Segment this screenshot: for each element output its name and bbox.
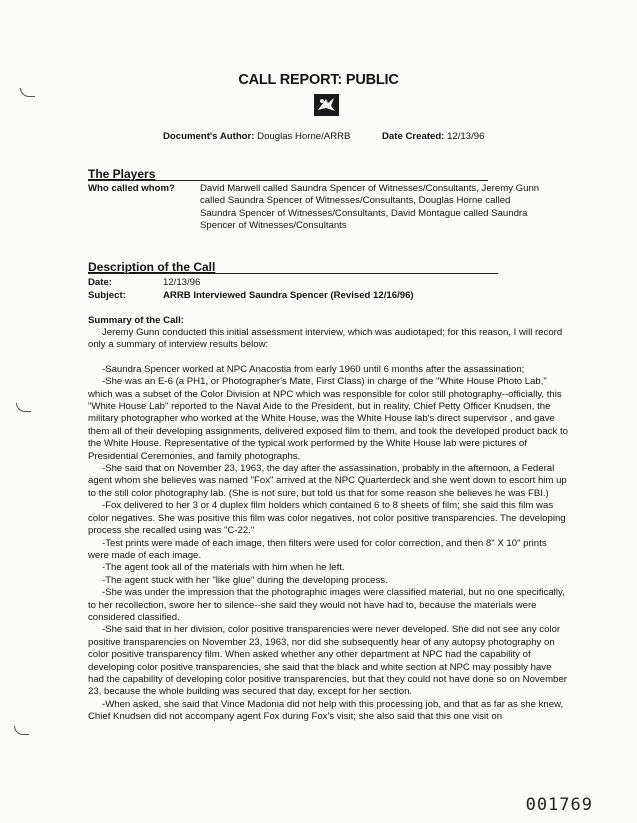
summary-paragraph: -The agent took all of the materials with him when he left. (102, 562, 345, 574)
summary-body (88, 327, 568, 724)
players-rule (88, 180, 488, 181)
margin-mark (16, 403, 31, 412)
date-created-label: Date Created: (382, 131, 445, 142)
description-heading: Description of the Call (88, 260, 216, 274)
page-title: CALL REPORT: PUBLIC (238, 72, 399, 88)
players-line: called Saundra Spencer of Witnesses/Consultants, Douglas Horne called (200, 195, 511, 207)
arrb-seal-icon (314, 94, 339, 116)
summary-paragraph: -She was an E-6 (a PH1, or Photographer's Mate, First Class) in charge of the "White House Photo Lab," which was a subset of the Color Division at NPC which was responsible for color still photography--officially, this "White House Lab" reported to the Naval Aide to the President, but in reality, Chief Petty Officer Knudsen, the military photographer who worked at the White House, was the White House lab's direct supervisor , and gave them all of their developing assignments, delivered exposed film to them, and took the developed product back to the White House. Representative of the typical work performed by the White House lab were pictures of Presidential Ceremonies, and family photographs. (88, 376, 568, 462)
summary-paragraph: -Test prints were made of each image, then filters were used for color correction, and then 8" X 10" prints were made of each image. (88, 537, 547, 561)
summary-paragraph: -The agent stuck with her "like glue" during the developing process. (102, 574, 388, 586)
description-rule (88, 273, 498, 274)
date-label: Date: (88, 277, 112, 288)
summary-paragraph: -Fox delivered to her 3 or 4 duplex film holders which contained 6 to 8 sheets of film; she said this film was color negatives. She was positive this film was color negatives, not color positive transparencies. The developing process she recalled using was "C-22." (88, 500, 566, 537)
author-value: Douglas Horne/ARRB (257, 131, 351, 142)
summary-paragraph: -When asked, she said that Vince Madonia did not help with this processing job, and that as far as she knew, Chief Knudsen did not accompany agent Fox during Fox's visit; she also said that this one visit on (88, 698, 564, 723)
summary-paragraph: Jeremy Gunn conducted this initial assessment interview, which was audiotaped; for this reason, I will record only a summary of interview results below: (88, 327, 563, 351)
author-label: Document's Author: (163, 131, 255, 142)
players-line: David Marwell called Saundra Spencer of Witnesses/Consultants, Jeremy Gunn (200, 183, 540, 194)
summary-paragraph: -She said that on November 23, 1963, the day after the assassination, probably in the afternoon, a Federal agent whom she believes was named "Fox" arrived at the NPC Quarterdeck and she went down to escort him up to the still color photography lab. (She is not sure, but told us that for some reason she believes he was FBI.) (88, 463, 567, 499)
call-date: 12/13/96 (163, 277, 201, 288)
summary-heading: Summary of the Call: (88, 315, 184, 326)
margin-mark (14, 726, 29, 735)
who-called-label: Who called whom? (88, 183, 175, 194)
summary-paragraph: -She said that in her division, color positive transparencies were never developed. She did not see any color positive transparencies on November 23, 1963, nor did she subsequently hear of any autopsy photography on color positive transparency film. When asked whether any other department at NPC had the capability of developing color positive transparencies, she said that the black and white section at NPC may possibly have had the capability of developing color positive transparencies, but that they could not have done so on November 23, because the whole building was secured that day, except for her section. (88, 624, 567, 698)
date-created-value: 12/13/96 (447, 131, 485, 142)
subject-label: Subject: (88, 290, 126, 301)
subject-value: ARRB Interviewed Saundra Spencer (Revised 12/16/96) (163, 290, 414, 301)
margin-mark (20, 88, 35, 97)
summary-paragraph: -Saundra Spencer worked at NPC Anacostia from early 1960 until 6 months after the assassination; (102, 363, 525, 375)
bates-number: 001769 (525, 794, 593, 815)
summary-paragraph: -She was under the impression that the photographic images were classified material, but no one specifically, to her recollection, swore her to silence--she said they would not have had to, because the materials were considered classified. (88, 587, 565, 623)
date-created-line (382, 131, 484, 143)
players-text (200, 183, 540, 233)
players-line: Spencer of Witnesses/Consultants (200, 220, 347, 232)
players-heading: The Players (88, 167, 156, 181)
document-author-line (163, 131, 350, 143)
players-line: Saundra Spencer of Witnesses/Consultants, David Montague called Saundra (200, 207, 528, 219)
